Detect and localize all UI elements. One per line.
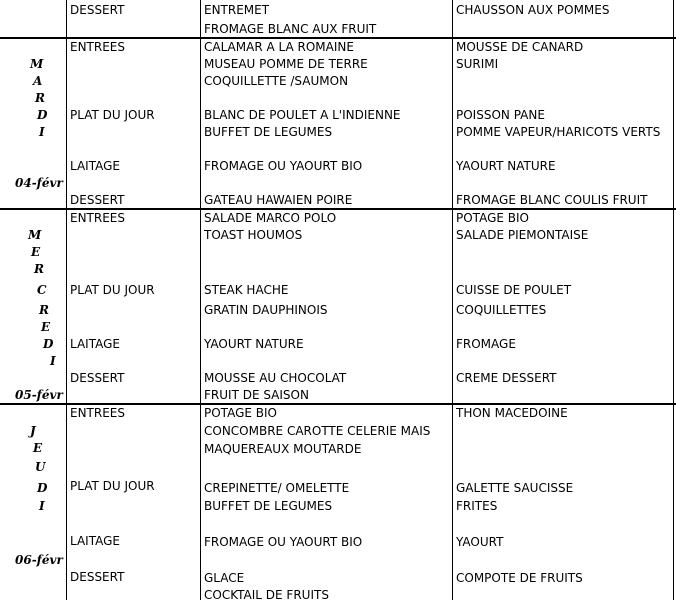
- menu1-item: GLACE: [204, 571, 245, 585]
- menu1-item: GATEAU HAWAIEN POIRE: [204, 193, 353, 207]
- menu1-item: TOAST HOUMOS: [204, 228, 303, 242]
- menu2-item: MOUSSE DE CANARD: [456, 40, 584, 54]
- menu1-item: YAOURT NATURE: [204, 337, 304, 351]
- menu2-item: COMPOTE DE FRUITS: [456, 571, 583, 585]
- row-category: PLAT DU JOUR: [70, 479, 155, 493]
- day-date: 06-févr: [15, 553, 63, 567]
- row-category: DESSERT: [70, 570, 125, 584]
- row-category: ENTREES: [70, 211, 126, 225]
- menu1-item: FRUIT DE SAISON: [204, 388, 309, 402]
- menu1-item: CREPINETTE/ OMELETTE: [204, 481, 350, 495]
- menu1-item: CONCOMBRE CAROTTE CELERIE MAIS: [204, 424, 431, 438]
- day-letter: J: [30, 424, 36, 438]
- menu1-item: FROMAGE BLANC AUX FRUIT: [204, 22, 377, 36]
- menu1-item: STEAK HACHE: [204, 283, 289, 297]
- day-letter: I: [39, 499, 45, 513]
- menu2-item: CHAUSSON AUX POMMES: [456, 3, 610, 17]
- menu2-item: POTAGE BIO: [456, 211, 529, 225]
- menu2-item: FROMAGE BLANC COULIS FRUIT: [456, 193, 648, 207]
- day-letter: U: [35, 460, 46, 474]
- day-letter: D: [37, 108, 48, 122]
- day-divider-mardi: [0, 37, 676, 39]
- menu2-item: YAOURT NATURE: [456, 159, 556, 173]
- column-divider-2: [200, 0, 201, 600]
- day-letter: E: [33, 441, 43, 455]
- day-letter: R: [35, 91, 45, 105]
- menu1-item: POTAGE BIO: [204, 406, 277, 420]
- column-divider-1: [66, 0, 67, 600]
- day-letter: R: [39, 303, 49, 317]
- day-letter: I: [39, 125, 45, 139]
- day-letter: D: [43, 337, 54, 351]
- menu1-item: MAQUEREAUX MOUTARDE: [204, 442, 362, 456]
- day-letter: M: [30, 57, 44, 71]
- day-divider-mercredi: [0, 208, 676, 210]
- menu2-item: POMME VAPEUR/HARICOTS VERTS: [456, 125, 661, 139]
- menu2-item: FRITES: [456, 499, 498, 513]
- row-category: DESSERT: [70, 371, 125, 385]
- row-category: DESSERT: [70, 193, 125, 207]
- day-letter: M: [28, 228, 42, 242]
- column-divider-3: [452, 0, 453, 600]
- menu1-item: CALAMAR A LA ROMAINE: [204, 40, 354, 54]
- menu2-item: CUISSE DE POULET: [456, 283, 572, 297]
- menu2-item: POISSON PANE: [456, 108, 545, 122]
- day-divider-jeudi: [0, 403, 676, 405]
- menu2-item: COQUILLETTES: [456, 303, 547, 317]
- day-letter: A: [33, 74, 43, 88]
- row-category: PLAT DU JOUR: [70, 108, 155, 122]
- menu2-item: GALETTE SAUCISSE: [456, 481, 574, 495]
- row-category: LAITAGE: [70, 159, 120, 173]
- row-category: DESSERT: [70, 3, 125, 17]
- day-letter: E: [41, 320, 51, 334]
- menu1-item: FROMAGE OU YAOURT BIO: [204, 535, 363, 549]
- menu1-item: COQUILLETTE /SAUMON: [204, 74, 349, 88]
- menu2-item: SALADE PIEMONTAISE: [456, 228, 589, 242]
- menu1-item: SALADE MARCO POLO: [204, 211, 337, 225]
- menu2-item: YAOURT: [456, 535, 504, 549]
- day-letter: D: [37, 481, 48, 495]
- menu1-item: BLANC DE POULET A L'INDIENNE: [204, 108, 401, 122]
- menu1-item: GRATIN DAUPHINOIS: [204, 303, 328, 317]
- menu1-item: MOUSSE AU CHOCOLAT: [204, 371, 347, 385]
- day-date: 04-févr: [15, 176, 63, 190]
- day-letter: R: [34, 262, 44, 276]
- menu1-item: COCKTAIL DE FRUITS: [204, 588, 329, 602]
- menu2-item: CREME DESSERT: [456, 371, 557, 385]
- day-letter: C: [37, 283, 47, 297]
- row-category: LAITAGE: [70, 534, 120, 548]
- row-category: LAITAGE: [70, 337, 120, 351]
- menu2-item: FROMAGE: [456, 337, 516, 351]
- menu2-item: SURIMI: [456, 57, 499, 71]
- menu1-item: FROMAGE OU YAOURT BIO: [204, 159, 363, 173]
- menu2-item: THON MACEDOINE: [456, 406, 568, 420]
- menu1-item: ENTREMET: [204, 3, 270, 17]
- column-divider-4: [673, 0, 674, 600]
- menu1-item: BUFFET DE LEGUMES: [204, 499, 333, 513]
- menu1-item: MUSEAU POMME DE TERRE: [204, 57, 368, 71]
- row-category: PLAT DU JOUR: [70, 283, 155, 297]
- day-letter: E: [31, 245, 41, 259]
- row-category: ENTREES: [70, 406, 126, 420]
- day-date: 05-févr: [15, 388, 63, 402]
- row-category: ENTREES: [70, 40, 126, 54]
- day-letter: I: [50, 354, 56, 368]
- menu1-item: BUFFET DE LEGUMES: [204, 125, 333, 139]
